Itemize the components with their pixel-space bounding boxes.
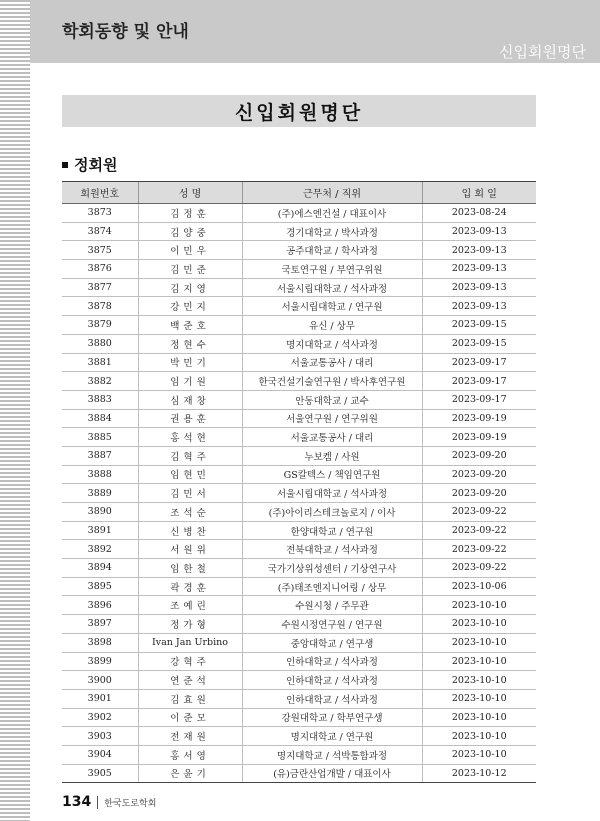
cell-date: 2023-09-22: [422, 559, 536, 578]
cell-id: 3885: [62, 428, 138, 447]
cell-name: 홍서영: [138, 745, 242, 764]
cell-name: 서원위: [138, 540, 242, 559]
cell-id: 3888: [62, 465, 138, 484]
table-row: [62, 671, 536, 690]
cell-date: 2023-10-06: [422, 577, 536, 596]
members-table: [62, 181, 536, 783]
cell-org: 유신 / 상무: [242, 316, 422, 335]
column-header-date: 입 회 일: [422, 182, 536, 204]
cell-date: 2023-09-17: [422, 353, 536, 372]
table-row: [62, 727, 536, 746]
cell-name: 곽경훈: [138, 577, 242, 596]
table-row: [62, 428, 536, 447]
cell-org: 국토연구원 / 부연구위원: [242, 260, 422, 279]
cell-id: 3884: [62, 409, 138, 428]
cell-date: 2023-08-24: [422, 204, 536, 223]
cell-name: 정가형: [138, 615, 242, 634]
cell-org: 서울교통공사 / 대리: [242, 353, 422, 372]
cell-org: (주)아이리스테크놀로지 / 이사: [242, 503, 422, 522]
cell-date: 2023-10-10: [422, 671, 536, 690]
cell-id: 3897: [62, 615, 138, 634]
footer-divider: [97, 796, 98, 809]
table-row: [62, 241, 536, 260]
section-right-label: 신입회원명단: [499, 43, 586, 61]
cell-id: 3880: [62, 334, 138, 353]
table-row: [62, 222, 536, 241]
cell-date: 2023-10-10: [422, 615, 536, 634]
cell-date: 2023-09-15: [422, 316, 536, 335]
column-header-org: 근무처 / 직위: [242, 182, 422, 204]
cell-name: 심재창: [138, 390, 242, 409]
cell-name: 신병찬: [138, 521, 242, 540]
table-row: [62, 503, 536, 522]
cell-org: 명지대학교 / 연구원: [242, 727, 422, 746]
cell-date: 2023-09-17: [422, 390, 536, 409]
table-row: [62, 764, 536, 783]
footer-organization: 한국도로학회: [104, 798, 157, 809]
page-footer: [62, 794, 156, 810]
cell-id: 3882: [62, 372, 138, 391]
cell-id: 3883: [62, 390, 138, 409]
table-row: [62, 260, 536, 279]
cell-org: 서울시립대학교 / 석사과정: [242, 278, 422, 297]
cell-date: 2023-10-10: [422, 689, 536, 708]
cell-date: 2023-10-10: [422, 727, 536, 746]
table-row: [62, 278, 536, 297]
cell-org: (유)금란산업개발 / 대표이사: [242, 764, 422, 783]
cell-org: 중앙대학교 / 연구생: [242, 633, 422, 652]
table-row: [62, 316, 536, 335]
table-row: [62, 577, 536, 596]
cell-org: 서울시립대학교 / 연구원: [242, 297, 422, 316]
cell-org: 강원대학교 / 학부연구생: [242, 708, 422, 727]
page-title: 신입회원명단: [62, 95, 536, 127]
column-header-name: 성 명: [138, 182, 242, 204]
cell-name: 조예린: [138, 596, 242, 615]
cell-date: 2023-09-19: [422, 409, 536, 428]
cell-org: 수원시정연구원 / 연구원: [242, 615, 422, 634]
cell-org: 전북대학교 / 석사과정: [242, 540, 422, 559]
table-row: [62, 521, 536, 540]
cell-org: 인하대학교 / 석사과정: [242, 652, 422, 671]
cell-id: 3898: [62, 633, 138, 652]
cell-org: 한국건설기술연구원 / 박사후연구원: [242, 372, 422, 391]
cell-id: 3905: [62, 764, 138, 783]
cell-name: 정현수: [138, 334, 242, 353]
table-row: [62, 745, 536, 764]
cell-date: 2023-10-12: [422, 764, 536, 783]
cell-org: 서울교통공사 / 대리: [242, 428, 422, 447]
table-row: [62, 484, 536, 503]
cell-date: 2023-09-15: [422, 334, 536, 353]
cell-id: 3890: [62, 503, 138, 522]
table-row: [62, 596, 536, 615]
cell-org: 수원시청 / 주무관: [242, 596, 422, 615]
table-row: [62, 559, 536, 578]
cell-date: 2023-09-13: [422, 260, 536, 279]
table-row: [62, 353, 536, 372]
cell-date: 2023-10-10: [422, 652, 536, 671]
cell-name: 강혁주: [138, 652, 242, 671]
cell-date: 2023-09-19: [422, 428, 536, 447]
table-row: [62, 652, 536, 671]
table-row: [62, 297, 536, 316]
square-bullet-icon: [62, 162, 68, 168]
cell-id: 3881: [62, 353, 138, 372]
cell-org: 경기대학교 / 박사과정: [242, 222, 422, 241]
table-row: [62, 409, 536, 428]
cell-id: 3878: [62, 297, 138, 316]
column-header-id: 회원번호: [62, 182, 138, 204]
cell-name: 임현민: [138, 465, 242, 484]
page-number: 134: [62, 794, 92, 810]
cell-id: 3904: [62, 745, 138, 764]
cell-id: 3903: [62, 727, 138, 746]
table-row: [62, 465, 536, 484]
cell-date: 2023-10-10: [422, 596, 536, 615]
cell-name: 이민우: [138, 241, 242, 260]
cell-date: 2023-09-13: [422, 297, 536, 316]
cell-name: 권용훈: [138, 409, 242, 428]
cell-date: 2023-10-10: [422, 708, 536, 727]
cell-name: 김양중: [138, 222, 242, 241]
cell-org: 인하대학교 / 석사과정: [242, 689, 422, 708]
cell-id: 3879: [62, 316, 138, 335]
cell-name: 김민서: [138, 484, 242, 503]
cell-org: 공주대학교 / 학사과정: [242, 241, 422, 260]
cell-org: 국가기상위성센터 / 기상연구사: [242, 559, 422, 578]
cell-name: 조석순: [138, 503, 242, 522]
cell-name: 이준모: [138, 708, 242, 727]
cell-name: Ivan Jan Urbino: [138, 633, 242, 652]
table-row: [62, 204, 536, 223]
cell-date: 2023-09-22: [422, 540, 536, 559]
cell-date: 2023-10-10: [422, 745, 536, 764]
cell-id: 3891: [62, 521, 138, 540]
cell-org: 안동대학교 / 교수: [242, 390, 422, 409]
cell-name: 은윤기: [138, 764, 242, 783]
cell-id: 3873: [62, 204, 138, 223]
cell-org: 명지대학교 / 석박통합과정: [242, 745, 422, 764]
cell-name: 임기원: [138, 372, 242, 391]
cell-date: 2023-09-20: [422, 484, 536, 503]
table-row: [62, 372, 536, 391]
table-row: [62, 446, 536, 465]
cell-id: 3899: [62, 652, 138, 671]
cell-date: 2023-09-13: [422, 241, 536, 260]
cell-id: 3874: [62, 222, 138, 241]
subheading: [62, 154, 117, 175]
cell-org: 서울연구원 / 연구위원: [242, 409, 422, 428]
cell-name: 강민지: [138, 297, 242, 316]
cell-org: 명지대학교 / 석사과정: [242, 334, 422, 353]
cell-date: 2023-09-20: [422, 465, 536, 484]
cell-org: 누보켐 / 사원: [242, 446, 422, 465]
cell-name: 연준석: [138, 671, 242, 690]
table-row: [62, 390, 536, 409]
cell-date: 2023-09-22: [422, 503, 536, 522]
table-row: [62, 615, 536, 634]
cell-id: 3902: [62, 708, 138, 727]
cell-id: 3896: [62, 596, 138, 615]
cell-date: 2023-09-13: [422, 278, 536, 297]
cell-date: 2023-09-20: [422, 446, 536, 465]
cell-name: 김정훈: [138, 204, 242, 223]
cell-id: 3900: [62, 671, 138, 690]
cell-id: 3901: [62, 689, 138, 708]
cell-date: 2023-09-22: [422, 521, 536, 540]
cell-date: 2023-09-13: [422, 222, 536, 241]
cell-name: 전재원: [138, 727, 242, 746]
cell-date: 2023-09-17: [422, 372, 536, 391]
cell-name: 김민준: [138, 260, 242, 279]
cell-org: 서울시립대학교 / 석사과정: [242, 484, 422, 503]
cell-name: 홍석현: [138, 428, 242, 447]
cell-id: 3892: [62, 540, 138, 559]
table-header-row: [62, 182, 536, 204]
cell-name: 임한철: [138, 559, 242, 578]
table-row: [62, 334, 536, 353]
subheading-text: 정회원: [74, 156, 118, 174]
left-margin-stripe: [0, 0, 30, 821]
table-row: [62, 708, 536, 727]
cell-name: 김지영: [138, 278, 242, 297]
cell-org: (주)태조엔지니어링 / 상무: [242, 577, 422, 596]
cell-org: GS칼텍스 / 책임연구원: [242, 465, 422, 484]
cell-id: 3894: [62, 559, 138, 578]
section-title: 학회동향 및 안내: [62, 22, 189, 42]
cell-date: 2023-10-10: [422, 633, 536, 652]
cell-name: 김혁주: [138, 446, 242, 465]
cell-id: 3876: [62, 260, 138, 279]
cell-id: 3889: [62, 484, 138, 503]
cell-id: 3887: [62, 446, 138, 465]
cell-org: (주)에스엔건설 / 대표이사: [242, 204, 422, 223]
table-row: [62, 689, 536, 708]
cell-id: 3877: [62, 278, 138, 297]
cell-name: 김효원: [138, 689, 242, 708]
cell-id: 3895: [62, 577, 138, 596]
cell-name: 박민기: [138, 353, 242, 372]
cell-org: 인하대학교 / 석사과정: [242, 671, 422, 690]
cell-name: 백준호: [138, 316, 242, 335]
cell-org: 한양대학교 / 연구원: [242, 521, 422, 540]
table-row: [62, 633, 536, 652]
table-row: [62, 540, 536, 559]
cell-id: 3875: [62, 241, 138, 260]
